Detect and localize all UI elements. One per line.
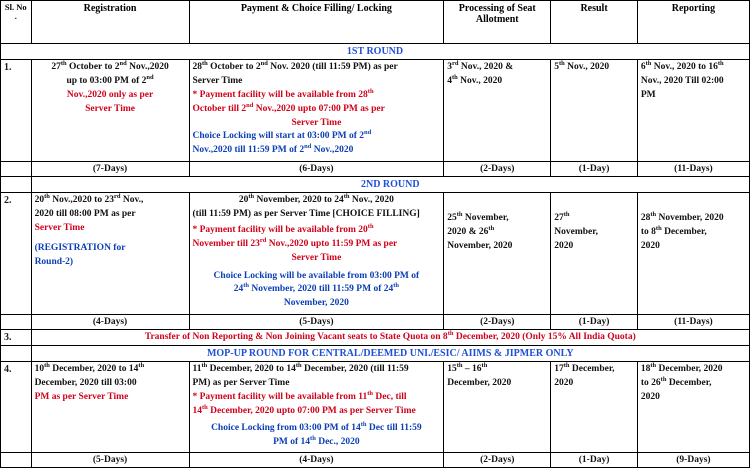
row-4-pay-line-2: PM) as per Server Time xyxy=(192,378,290,388)
row-4-days-payment: (4-Days) xyxy=(189,453,444,468)
row-4-days-registration: (5-Days) xyxy=(31,453,189,468)
row-2-pay-line-2: (till 11:59 PM) as per Server Time [CHOICE FILLING] xyxy=(192,209,420,219)
row-1-result-cell xyxy=(551,60,638,162)
row-1-pay-line-5: Server Time xyxy=(291,117,342,128)
row-2-reg-line-2: 2020 till 08:00 PM as per xyxy=(34,209,136,219)
row-2-proc-line-2: 2020 & 26th xyxy=(447,224,495,237)
round-1-band-row xyxy=(1,44,750,60)
row-4-proc-line-2: December, 2020 xyxy=(447,378,512,388)
row-2-reporting-cell xyxy=(637,193,749,315)
row-2-days-processing: (2-Days) xyxy=(444,315,551,330)
row-1-result-line-1: 5th Nov., 2020 xyxy=(554,59,610,72)
row-1-pay-line-3: * Payment facility will be available from 28th xyxy=(192,87,374,100)
table-row xyxy=(1,362,750,453)
row-2-days-sl xyxy=(1,315,32,330)
row-1-days-result: (1-Day) xyxy=(551,162,638,177)
row-2-rep-line-1: 28th November, 2020 xyxy=(640,210,724,224)
row-2-pay-line-1: 20th November, 2020 to 24th Nov., 2020 xyxy=(238,192,394,206)
row-4-rep-line-3: 2020 xyxy=(640,391,660,402)
row-2-days-payment: (5-Days) xyxy=(189,315,444,330)
column-header-result: Result xyxy=(551,1,638,44)
row-1-payment-cell xyxy=(189,60,444,162)
mopup-band-sl xyxy=(1,346,32,362)
round-2-band-label: 2ND ROUND xyxy=(31,177,749,193)
row-2-reg-line-5: Round-2) xyxy=(34,256,74,267)
row-4-days-reporting: (9-Days) xyxy=(637,453,749,468)
row-1-reporting-cell xyxy=(637,60,749,162)
row-2-pay-line-5: Server Time xyxy=(291,252,342,263)
row-4-registration-cell xyxy=(31,362,189,453)
row-2-reg-line-3: Server Time xyxy=(34,222,85,233)
round-2-band-sl xyxy=(1,177,32,193)
column-header-registration: Registration xyxy=(31,1,189,44)
row-1-days-sl xyxy=(1,162,32,177)
row-2-sl-no: 2. xyxy=(1,193,32,315)
row-1-registration-cell xyxy=(31,60,189,162)
row-4-result-line-2: 2020 xyxy=(554,378,574,388)
round-1-band-label: 1ST ROUND xyxy=(1,44,750,60)
row-2-reg-line-1: 20th Nov.,2020 to 23rd Nov., xyxy=(34,192,144,206)
row-2-processing-cell xyxy=(444,193,551,315)
row-1-pay-line-1: 28th October to 2nd Nov. 2020 (till 11:59 PM) as per xyxy=(192,59,398,72)
row-1-rep-line-1: 6th Nov., 2020 to 16th xyxy=(640,59,724,72)
row-4-pay-line-6: PM of 14th Dec., 2020 xyxy=(273,434,360,447)
row-4-reg-line-2: December, 2020 till 03:00 xyxy=(34,378,137,388)
row-2-reg-line-4: (REGISTRATION for xyxy=(34,242,126,253)
row-2-proc-line-1: 25th November, xyxy=(447,210,509,224)
row-1-reg-line-1: 27th October to 2nd Nov.,2020 xyxy=(51,59,169,72)
row-1-pay-line-4: October till 2nd Nov.,2020 upto 07:00 PM as per xyxy=(192,101,385,114)
mopup-band-row xyxy=(1,346,750,362)
row-4-rep-line-2: to 26th December, xyxy=(640,375,712,388)
table-row xyxy=(1,60,750,162)
row-4-sl-no: 4. xyxy=(1,362,32,453)
row-4-reporting-cell xyxy=(637,362,749,453)
row-1-rep-line-3: PM xyxy=(640,89,656,100)
row-1-rep-line-2: Nov., 2020 Till 02:00 xyxy=(640,75,724,86)
row-3-sl-no: 3. xyxy=(1,330,32,346)
row-2-pay-line-7: 24th November, 2020 till 11:59 PM of 24th xyxy=(233,282,400,295)
row-1-pay-line-7: Nov.,2020 till 11:59 PM of 2nd Nov.,2020 xyxy=(192,143,354,156)
row-1-reg-line-2: up to 03:00 PM of 2nd xyxy=(66,73,154,86)
row-2-pay-line-8: November, 2020 xyxy=(283,298,349,309)
row-2-days-reporting: (11-Days) xyxy=(637,315,749,330)
row-2-days-registration: (4-Days) xyxy=(31,315,189,330)
table-row xyxy=(1,330,750,346)
row-4-payment-cell xyxy=(189,362,444,453)
row-1-pay-line-6: Choice Locking will start at 03:00 PM of 2nd xyxy=(192,129,372,142)
row-2-days-row xyxy=(1,315,750,330)
row-4-days-result: (1-Day) xyxy=(551,453,638,468)
row-1-reg-line-4: Server Time xyxy=(85,103,135,114)
row-4-processing-cell xyxy=(444,362,551,453)
row-1-proc-line-2: 4th Nov., 2020 xyxy=(447,73,503,86)
row-1-processing-cell xyxy=(444,60,551,162)
row-2-rep-line-2: to 8th December, xyxy=(640,224,707,237)
mopup-band-label: MOP-UP ROUND FOR CENTRAL/DEEMED UNI./ESIC/ AIIMS & JIPMER ONLY xyxy=(31,346,749,362)
row-2-result-line-2: November, xyxy=(554,227,598,237)
row-1-pay-line-2: Server Time xyxy=(192,75,243,86)
column-header-reporting: Reporting xyxy=(637,1,749,44)
row-2-result-line-1: 27th xyxy=(554,210,570,224)
row-1-days-row xyxy=(1,162,750,177)
column-header-processing: Processing of Seat Allotment xyxy=(444,1,551,44)
row-2-result-cell xyxy=(551,193,638,315)
row-1-reg-line-3: Nov.,2020 only as per xyxy=(66,89,154,100)
row-4-pay-line-5: Choice Locking from 03:00 PM of 14th Dec till 11:59 xyxy=(211,420,422,433)
table-header-row xyxy=(1,1,750,44)
row-2-pay-line-6: Choice Locking will be available from 03:00 PM of xyxy=(213,270,420,281)
row-1-days-processing: (2-Days) xyxy=(444,162,551,177)
row-2-result-line-3: 2020 xyxy=(554,240,574,251)
row-1-days-reporting: (11-Days) xyxy=(637,162,749,177)
row-4-proc-line-1: 15th – 16th xyxy=(447,361,488,375)
table-row xyxy=(1,193,750,315)
row-4-result-cell xyxy=(551,362,638,453)
row-4-pay-line-3: * Payment facility will be available from 11th Dec, till xyxy=(192,389,407,402)
row-4-reg-line-1: 10th December, 2020 to 14th xyxy=(34,361,145,375)
row-4-result-line-1: 17th December, xyxy=(554,361,615,375)
row-4-days-processing: (2-Days) xyxy=(444,453,551,468)
row-1-sl-no: 1. xyxy=(1,60,32,162)
row-1-proc-line-1: 3rd Nov., 2020 & xyxy=(447,59,514,72)
row-4-days-sl xyxy=(1,453,32,468)
row-1-days-payment: (6-Days) xyxy=(189,162,444,177)
row-2-rep-line-3: 2020 xyxy=(640,240,660,251)
row-2-days-result: (1-Day) xyxy=(551,315,638,330)
row-4-pay-line-4: 14th December, 2020 upto 07:00 PM as per Server Time xyxy=(192,403,416,416)
row-1-days-registration: (7-Days) xyxy=(31,162,189,177)
row-4-reg-line-3: PM as per Server Time xyxy=(34,391,129,402)
row-2-proc-line-3: November, 2020 xyxy=(447,240,513,251)
row-2-pay-line-3: * Payment facility will be available from 20th xyxy=(192,222,374,235)
round-2-band-row xyxy=(1,177,750,193)
row-4-pay-line-1: 11th December, 2020 to 14th December, 2020 (till 11:59 xyxy=(192,361,409,375)
row-3-transfer-note: Transfer of Non Reporting & Non Joining Vacant seats to State Quota on 8th December, 2020 (Only 15% All India Quota) xyxy=(31,330,749,346)
row-2-registration-cell xyxy=(31,193,189,315)
row-4-days-row xyxy=(1,453,750,468)
column-header-payment: Payment & Choice Filling/ Locking xyxy=(189,1,444,44)
row-4-rep-line-1: 18th December, 2020 xyxy=(640,361,723,375)
row-2-payment-cell xyxy=(189,193,444,315)
row-2-pay-line-4: November till 23rd Nov.,2020 upto 11:59 PM as per xyxy=(192,236,398,249)
column-header-sl-no: Sl. No . xyxy=(1,1,32,44)
